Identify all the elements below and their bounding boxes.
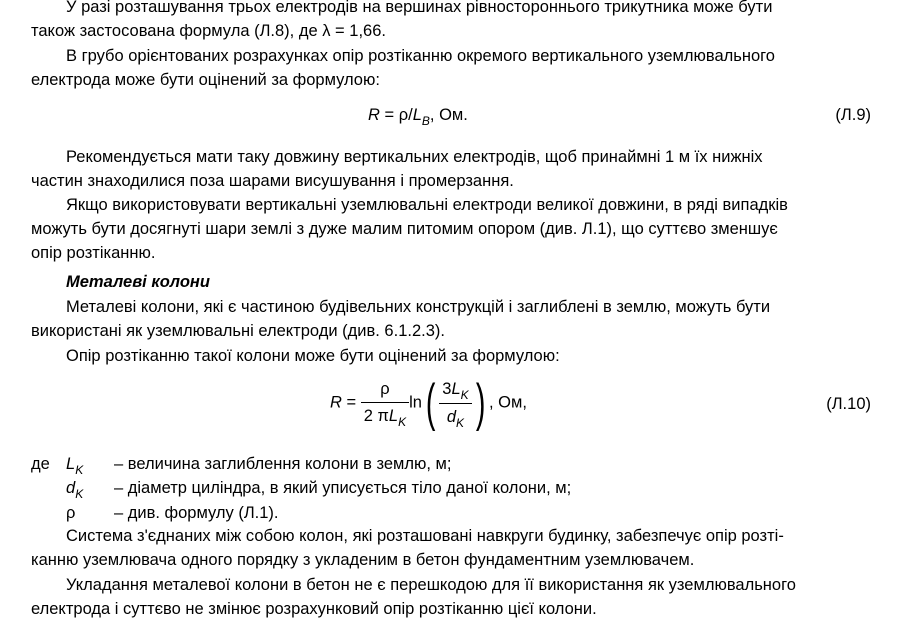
definition-where: де bbox=[31, 455, 50, 473]
fraction-denominator: $d_K$ bbox=[446, 407, 465, 430]
definition-symbol: ρ bbox=[66, 504, 76, 522]
formula-function: ln bbox=[409, 393, 422, 412]
definition-symbol: $d_K$ bbox=[66, 479, 84, 501]
paragraph-line: частин знаходилися поза шарами висушування і промерзання. bbox=[31, 172, 514, 190]
formula-unit: , Ом, bbox=[488, 393, 527, 412]
fraction-denominator: 2 $\pi L_K$ bbox=[363, 407, 407, 429]
definition-symbol: $L_K$ bbox=[66, 455, 84, 477]
formula-symbol: R bbox=[330, 393, 342, 412]
formula-text: = bbox=[379, 106, 399, 124]
paragraph-line: електрода може бути оцінений за формулою: bbox=[31, 71, 380, 89]
paragraph-line: Система з'єднаних між собою колон, які розташовані навкруги будинку, забезпечує опір розті- bbox=[66, 527, 784, 545]
formula-symbol: ρ bbox=[398, 106, 409, 124]
paragraph-line: Якщо використовувати вертикальні уземлювальні електроди великої довжини, в ряді випадків bbox=[66, 196, 788, 214]
left-paren: ( bbox=[425, 374, 436, 432]
paragraph-line: можуть бути досягнуті шари землі з дуже малим питомим опором (див. Л.1), що суттєво зменшує bbox=[31, 220, 778, 238]
formula-symbol: R bbox=[368, 106, 380, 124]
section-heading: Металеві колони bbox=[66, 273, 210, 291]
formula-subscript: B bbox=[421, 114, 430, 128]
equation-number: (Л.9) bbox=[835, 106, 871, 124]
right-paren: ) bbox=[475, 374, 486, 432]
paragraph-line: опір розтіканню. bbox=[31, 244, 156, 262]
paragraph-line: В грубо орієнтованих розрахунках опір розтіканню окремого вертикального уземлювального bbox=[66, 47, 775, 65]
paragraph-line: Укладання металевої колони в бетон не є перешкодою для її використання як уземлювального bbox=[66, 576, 796, 594]
paragraph-line: Металеві колони, які є частиною будівельних конструкцій і заглиблені в землю, можуть бути bbox=[66, 298, 771, 316]
formula-text: / bbox=[408, 106, 413, 124]
paragraph-line: також застосована формула (Л.8), де λ = 1,66. bbox=[31, 22, 386, 40]
formula-text: = bbox=[341, 393, 361, 412]
formula-symbol: L bbox=[412, 106, 422, 124]
definition-text: – величина заглиблення колони в землю, м; bbox=[114, 455, 452, 473]
paragraph-line: використані як уземлювальні електроди (див. 6.1.2.3). bbox=[31, 322, 445, 340]
fraction-numerator: ρ bbox=[361, 378, 409, 403]
paragraph-line: Рекомендується мати таку довжину вертикальних електродів, щоб принаймні 1 м їх нижніх bbox=[66, 148, 763, 166]
formula-fraction bbox=[361, 378, 409, 428]
definition-text: – див. формулу (Л.1). bbox=[114, 504, 279, 522]
formula-l10 bbox=[330, 374, 527, 432]
formula-l9 bbox=[368, 106, 468, 128]
paragraph-line: канню уземлювача одного порядку з укладеним в бетон фундаментним уземлювачем. bbox=[31, 551, 695, 569]
formula-unit: , Ом. bbox=[429, 106, 468, 124]
paragraph-line: У разі розташування трьох електродів на вершинах рівностороннього трикутника може бути bbox=[66, 0, 773, 16]
formula-fraction bbox=[439, 378, 471, 429]
equation-number: (Л.10) bbox=[826, 395, 871, 413]
fraction-numerator: $3L_K$ bbox=[439, 378, 471, 404]
definition-text: – діаметр циліндра, в який уписується тіло даної колони, м; bbox=[114, 479, 572, 497]
paragraph-line: електрода і суттєво не змінює розрахунковий опір розтіканню цієї колони. bbox=[31, 600, 597, 618]
paragraph-line: Опір розтіканню такої колони може бути оцінений за формулою: bbox=[66, 347, 560, 365]
